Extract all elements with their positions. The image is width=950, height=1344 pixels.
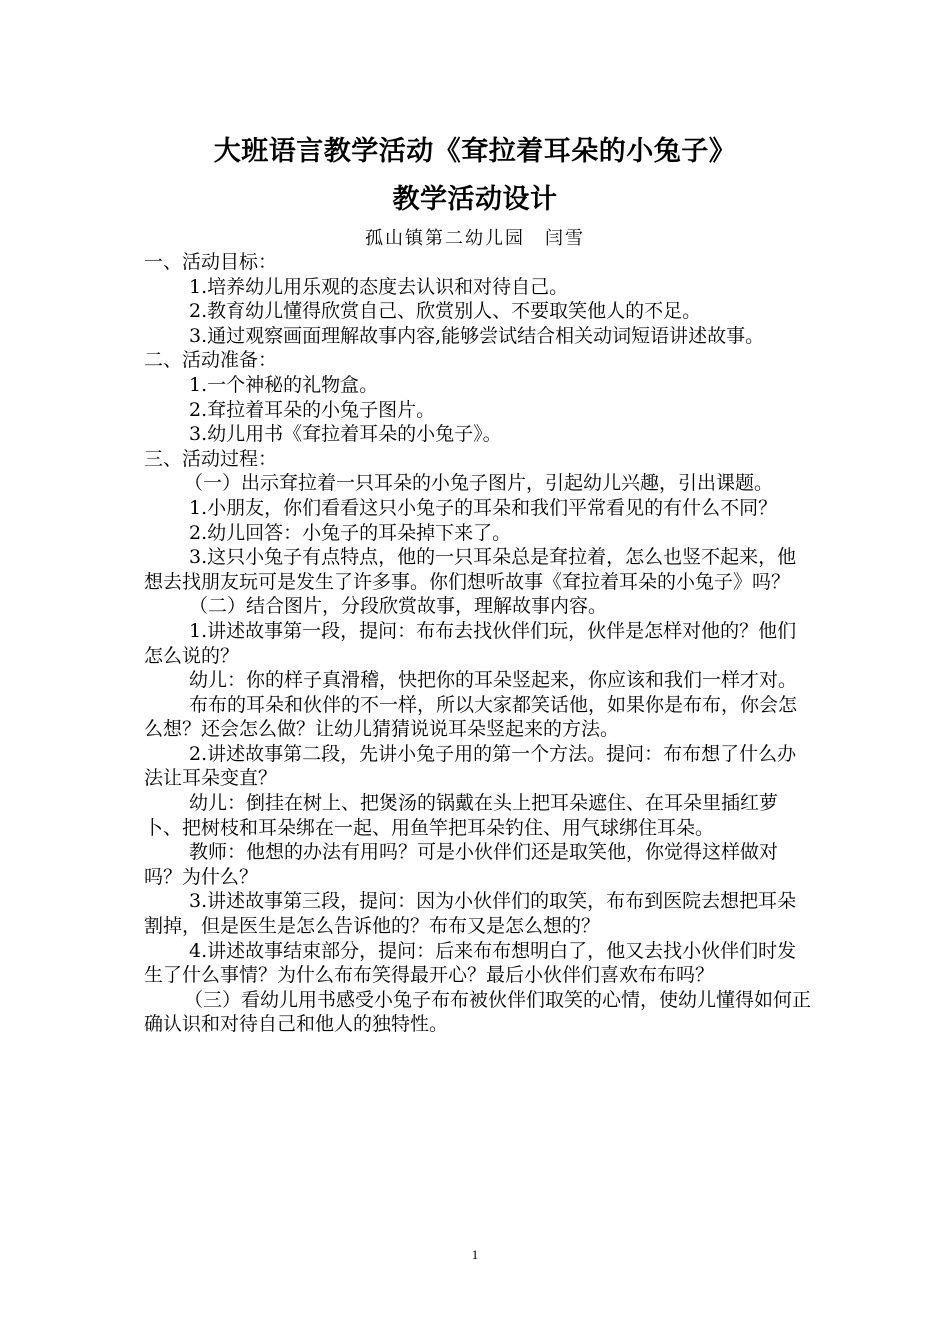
paragraph: 3.通过观察画面理解故事内容,能够尝试结合相关动词短语讲述故事。 bbox=[189, 324, 765, 347]
paragraph: 3.这只小兔子有点特点，他的一只耳朵总是耷拉着，怎么也竖不起来，他想去找朋友玩可是发生了许多事。你们想听故事《耷拉着耳朵的小兔子》吗？ bbox=[144, 546, 797, 593]
paragraph: 1.讲述故事第一段，提问：布布去找伙伴们玩，伙伴是怎样对他的？他们怎么说的？ bbox=[144, 619, 797, 667]
document-subtitle: 教学活动设计 bbox=[392, 184, 558, 215]
section-heading-preparation: 二、活动准备： bbox=[144, 349, 278, 372]
paragraph: （一）出示耷拉着一只耳朵的小兔子图片，引起幼儿兴趣，引出课题。 bbox=[184, 472, 774, 495]
document-title: 大班语言教学活动《耷拉着耳朵的小兔子》 bbox=[213, 136, 737, 167]
paragraph: 3.幼儿用书《耷拉着耳朵的小兔子》。 bbox=[189, 423, 502, 446]
paragraph: （三）看幼儿用书感受小兔子布布被伙伴们取笑的心情，使幼儿懂得如何正确认识和对待自己和他人的独特性。 bbox=[144, 988, 812, 1036]
paragraph: 幼儿：倒挂在树上、把煲汤的锅戴在头上把耳朵遮住、在耳朵里插红萝卜、把树枝和耳朵绑在一起、用鱼竿把耳朵钓住、用气球绑住耳朵。 bbox=[144, 792, 779, 839]
paragraph: 3.讲述故事第三段，提问：因为小伙伴们的取笑，布布到医院去想把耳朵割掉，但是医生是怎么告诉他的？布布又是怎么想的？ bbox=[144, 890, 797, 938]
paragraph: 2.教育幼儿懂得欣赏自己、欣赏别人、不要取笑他人的不足。 bbox=[189, 300, 702, 323]
paragraph: 2.幼儿回答：小兔子的耳朵掉下来了。 bbox=[189, 521, 512, 544]
paragraph: 2.耷拉着耳朵的小兔子图片。 bbox=[189, 398, 436, 421]
section-heading-goals: 一、活动目标： bbox=[144, 251, 278, 273]
paragraph: 4.讲述故事结束部分，提问：后来布布想明白了，他又去找小伙伴们时发生了什么事情？为什么布布笑得最开心？最后小伙伴们喜欢布布吗？ bbox=[144, 939, 797, 987]
paragraph: 1.小朋友，你们看看这只小兔子的耳朵和我们平常看见的有什么不同？ bbox=[189, 496, 778, 519]
paragraph: 教师：他想的办法有用吗？可是小伙伴们还是取笑他，你觉得这样做对吗？为什么？ bbox=[144, 841, 779, 888]
section-heading-process: 三、活动过程： bbox=[144, 447, 278, 470]
paragraph: 1.培养幼儿用乐观的态度去认识和对待自己。 bbox=[189, 275, 569, 298]
paragraph: 幼儿：你的样子真滑稽，快把你的耳朵竖起来，你应该和我们一样才对。 bbox=[189, 669, 798, 692]
paragraph: 1.一个神秘的礼物盒。 bbox=[189, 373, 379, 396]
author-line: 孤山镇第二幼儿园 闫雪 bbox=[365, 228, 585, 249]
paragraph: （二）结合图片，分段欣赏故事，理解故事内容。 bbox=[189, 595, 608, 618]
paragraph: 2.讲述故事第二段，先讲小兔子用的第一个方法。提问：布布想了什么办法让耳朵变直？ bbox=[144, 742, 797, 790]
page-number: 1 bbox=[471, 1247, 479, 1262]
paragraph: 布布的耳朵和伙伴的不一样，所以大家都笑话他，如果你是布布，你会怎么想？还会怎么做？让幼儿猜猜说说耳朵竖起来的方法。 bbox=[144, 693, 798, 741]
document-body bbox=[144, 250, 812, 1037]
